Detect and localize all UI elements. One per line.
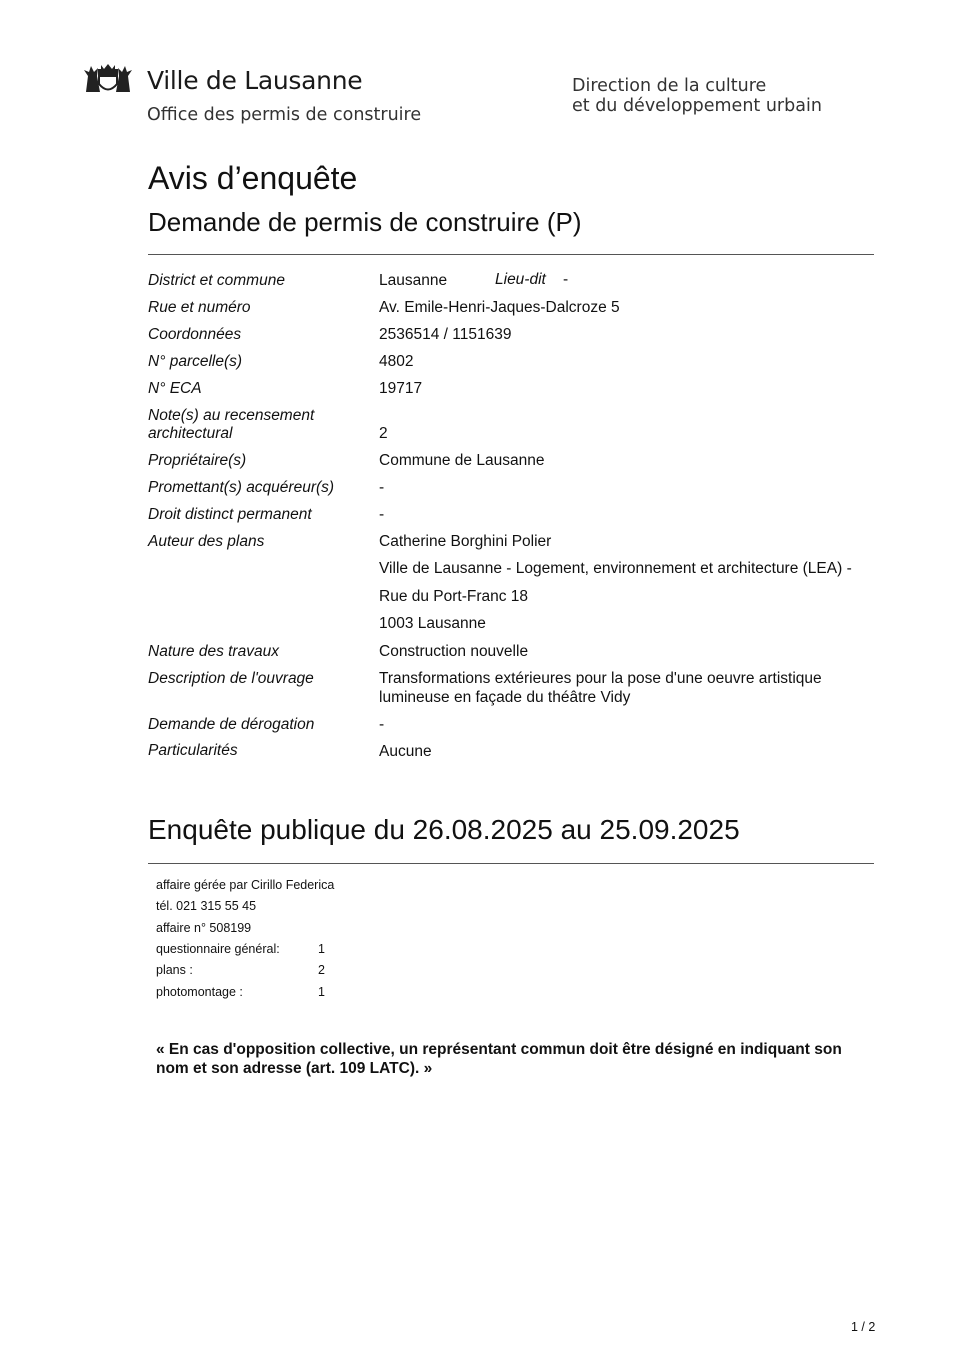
parcelle-label: N° parcelle(s) [148,353,243,370]
auteur-line: Ville de Lausanne - Logement, environnement et architecture (LEA) - [379,560,852,577]
particularites-label: Particularités [148,742,238,759]
eca-label: N° ECA [148,380,202,397]
parcelle-value: 4802 [379,353,414,370]
page-title: Avis d’enquête [148,160,358,196]
droit-value: - [379,506,385,523]
org-subtitle: Office des permis de construire [147,105,422,125]
nature-value: Construction nouvelle [379,643,529,660]
org-name: Ville de Lausanne [147,66,363,95]
description-label: Description de l'ouvrage [148,670,314,687]
auteur-line: 1003 Lausanne [379,615,486,632]
district-value: Lausanne [379,272,448,289]
photomontage-value: 1 [318,985,325,999]
page-indicator: 1 / 2 [851,1320,876,1334]
rue-value: Av. Emile-Henri-Jaques-Dalcroze 5 [379,299,620,316]
eca-value: 19717 [379,380,423,397]
nature-label: Nature des travaux [148,643,279,660]
telephone: tél. 021 315 55 45 [156,899,257,913]
affaire-geree: affaire gérée par Cirillo Federica [156,878,335,892]
proprietaire-label: Propriétaire(s) [148,452,247,469]
affaire-number: affaire n° 508199 [156,921,252,935]
note-value: 2 [379,425,388,442]
derogation-value: - [379,716,385,733]
description-line-2: lumineuse en façade du théâtre Vidy [379,689,631,706]
auteur-line: Catherine Borghini Polier [379,533,552,550]
coordonnees-label: Coordonnées [148,326,242,343]
coordonnees-value: 2536514 / 1151639 [379,326,512,343]
divider [148,254,874,255]
district-label: District et commune [148,272,285,289]
department [572,76,822,116]
particularites-value: Aucune [379,743,432,760]
enquete-title: Enquête publique du 26.08.2025 au 25.09.2025 [148,814,740,845]
questionnaire-value: 1 [318,942,325,956]
rue-label: Rue et numéro [148,299,251,316]
droit-label: Droit distinct permanent [148,506,312,523]
derogation-label: Demande de dérogation [148,716,315,733]
lieu-dit-label: Lieu-dit [495,271,546,288]
department-line-1: Direction de la culture [572,76,767,96]
opposition-notice: « En cas d'opposition collective, un représentant commun doit être désigné en indiquant son nom et son adresse (art. 109 LATC). » [156,1041,842,1077]
note-label-line-1: Note(s) au recensement [148,407,315,424]
coat-of-arms-icon [80,62,136,96]
proprietaire-value: Commune de Lausanne [379,452,545,469]
lieu-dit-value: - [563,271,569,288]
note-label-line-2: architectural [148,425,233,442]
questionnaire-label: questionnaire général: [156,942,280,956]
promettant-value: - [379,479,385,496]
department-line-2: et du développement urbain [572,96,822,116]
plans-value: 2 [318,963,325,977]
promettant-label: Promettant(s) acquéreur(s) [148,479,335,496]
description-line-1: Transformations extérieures pour la pose d'une oeuvre artistique [379,670,822,687]
auteur-line: Rue du Port-Franc 18 [379,588,529,605]
divider [148,863,874,864]
page-subtitle: Demande de permis de construire (P) [148,207,582,237]
auteur-label: Auteur des plans [148,533,265,550]
plans-label: plans : [156,963,193,977]
photomontage-label: photomontage : [156,985,243,999]
